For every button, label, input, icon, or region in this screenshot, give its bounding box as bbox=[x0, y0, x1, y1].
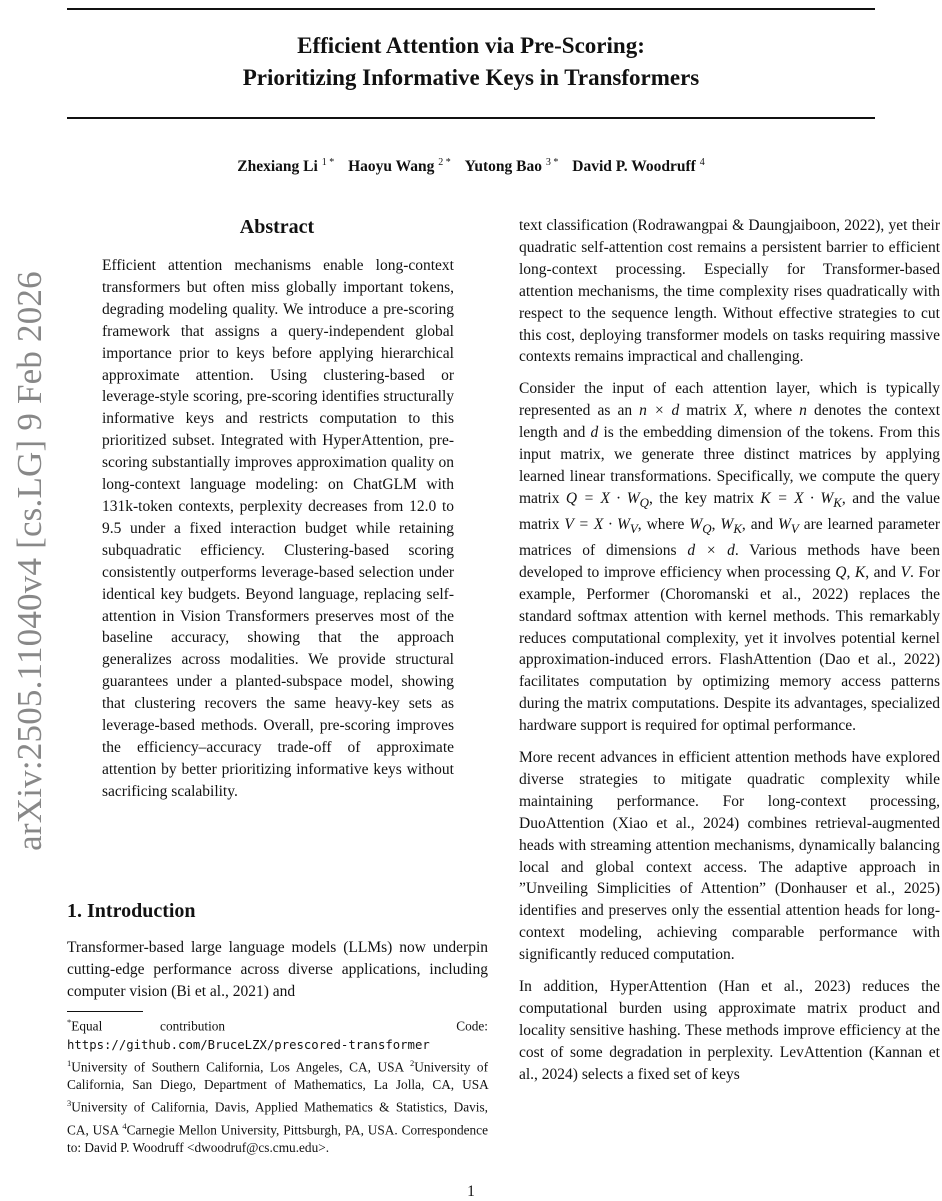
text-run: . Various methods have been developed to improve efficiency when processing bbox=[519, 541, 940, 581]
math-inline: W bbox=[778, 515, 791, 533]
math-inline: Q bbox=[835, 563, 847, 581]
math-inline: V = X · W bbox=[564, 515, 630, 533]
paper-title bbox=[67, 30, 875, 94]
text-run: are learned parameter matrices of dimensions bbox=[519, 515, 941, 559]
text-run: , and bbox=[865, 563, 897, 581]
affiliation-2: University of California, San Diego, Department of Mathematics, La Jolla, CA, USA bbox=[67, 1059, 488, 1093]
author-name: Zhexiang Li bbox=[237, 158, 318, 176]
title-line-2: Prioritizing Informative Keys in Transformers bbox=[242, 65, 700, 90]
author-name: Yutong Bao bbox=[464, 158, 542, 176]
math-subscript: V bbox=[629, 520, 638, 536]
math-inline: X bbox=[733, 402, 744, 420]
math-inline: n bbox=[799, 402, 807, 420]
text-run: is the embedding dimension of the tokens. From this input matrix, we generate three distinct matrices by applying learned linear transformations. Specifically, we compute the query matrix bbox=[519, 424, 940, 507]
math-subscript: K bbox=[733, 520, 742, 536]
arxiv-sidebar bbox=[4, 271, 56, 851]
footnote-mark: 2 bbox=[409, 1057, 415, 1068]
title-line-1: Efficient Attention via Pre-Scoring: bbox=[297, 33, 645, 58]
paragraph bbox=[519, 378, 940, 737]
affiliation-1: University of Southern California, Los Angeles, CA, USA bbox=[71, 1059, 404, 1075]
author bbox=[348, 158, 451, 175]
text-run: , and bbox=[741, 515, 774, 533]
text-run: . For example, Performer (Choromanski et al., 2022) replaces the standard softmax attention with kernel methods. This remarkably reduces computational complexity, yet it involves potential kernel approximation-induced errors. FlashAttention (Dao et al., 2022) facilitates computation by optimizing memory access patterns during the matrix computations. Despite its advantages, specialized hardware support is required for optimal performance. bbox=[519, 563, 940, 735]
footnote-rule bbox=[67, 1011, 143, 1012]
math-subscript: Q bbox=[639, 494, 649, 510]
correspondence-note: Correspondence to: David P. Woodruff <dwoodruf@cs.cmu.edu>. bbox=[67, 1122, 488, 1156]
math-inline: d × d bbox=[687, 541, 735, 559]
page-number: 1 bbox=[467, 1183, 475, 1200]
author bbox=[465, 158, 559, 175]
code-link[interactable]: https://github.com/BruceLZX/prescored-transformer bbox=[67, 1037, 430, 1052]
footnote bbox=[67, 1013, 488, 1157]
right-column bbox=[519, 215, 940, 1096]
affiliation-4: Carnegie Mellon University, Pittsburgh, PA, USA. bbox=[126, 1122, 398, 1138]
author-affiliation-marks: 4 bbox=[699, 157, 705, 168]
text-run: , where bbox=[743, 402, 793, 420]
footnote-mark: 1 bbox=[67, 1057, 72, 1068]
paragraph: text classification (Rodrawangpai & Daungjaiboon, 2022), yet their quadratic self-attention cost remains a persistent barrier to efficient long-context processing. Especially for Transformer-based attention mechanisms, the time complexity rises quadratically with respect to the sequence length. Without effective strategies to cut this cost, deploying transformer models on tasks requiring massive contexts remains impractical and challenging. bbox=[519, 217, 940, 366]
math-inline: K bbox=[854, 563, 866, 581]
footnote-mark: * bbox=[67, 1017, 72, 1027]
math-inline: W bbox=[720, 515, 734, 533]
author-affiliation-marks: 2 * bbox=[438, 157, 451, 168]
introduction-text: Transformer-based large language models (LLMs) now underpin cutting-edge performance across diverse applications, including computer vision (Bi et al., 2021) and bbox=[67, 939, 488, 1000]
arxiv-identifier: arXiv:2505.11040v4 [cs.LG] 9 Feb 2026 bbox=[10, 271, 49, 851]
author-name: Haoyu Wang bbox=[348, 158, 435, 176]
author bbox=[237, 158, 334, 175]
author-affiliation-marks: 1 * bbox=[321, 157, 335, 168]
math-inline: d bbox=[590, 424, 599, 442]
text-run: , bbox=[846, 563, 851, 581]
author-list bbox=[67, 157, 875, 176]
code-label: Code: bbox=[456, 1018, 488, 1034]
author-name: David P. Woodruff bbox=[572, 158, 696, 176]
text-run: denotes the context length and bbox=[519, 402, 941, 442]
text-run: , the key matrix bbox=[648, 489, 754, 507]
math-subscript: K bbox=[833, 494, 842, 510]
text-run: matrix bbox=[686, 402, 727, 420]
math-subscript: V bbox=[790, 520, 799, 536]
equal-contribution-note: Equal contribution bbox=[71, 1018, 226, 1034]
text-run: , where bbox=[637, 515, 685, 533]
math-inline: W bbox=[689, 515, 703, 533]
top-rule bbox=[67, 8, 875, 10]
math-inline: n × d bbox=[639, 402, 680, 420]
text-run: , bbox=[711, 515, 716, 533]
introduction-heading: 1. Introduction bbox=[67, 900, 196, 922]
title-rule bbox=[67, 117, 875, 119]
footnote-mark: 3 bbox=[67, 1098, 72, 1109]
affiliation-3: University of California, Davis, Applied Mathematics & Statistics, Davis, CA, USA bbox=[67, 1099, 488, 1138]
footnote-mark: 4 bbox=[122, 1120, 127, 1131]
paragraph: In addition, HyperAttention (Han et al., 2023) reduces the computational burden using approximate matrix product and locality sensitive hashing. These methods improve efficiency at the cost of some degradation in perplexity. LevAttention (Kannan et al., 2024) selects a fixed set of keys bbox=[519, 978, 940, 1083]
math-inline: K = X · W bbox=[760, 489, 834, 507]
abstract-text: Efficient attention mechanisms enable long-context transformers but often miss globally important tokens, degrading modeling quality. We introduce a pre-scoring framework that assigns a query-independent global importance prior to keys before applying hierarchical approximate attention. Using clustering-based or leverage-style scoring, pre-scoring identifies structurally informative keys and restricts computation to this prioritized subset. Integrated with HyperAttention, pre-scoring substantially improves approximation quality on long-context language modeling: on ChatGLM with 131k-token contexts, perplexity decreases from 12.0 to 9.5 under a fixed interaction budget while retaining subquadratic efficiency. Clustering-based scoring consistently outperforms leverage-based selection under identical key budgets. Beyond language, replacing self-attention in Vision Transformers preserves most of the baseline accuracy, showing that the approach generalizes across modalities. We provide structural guarantees under a planted-subspace model, showing that clustering recovers the same heavy-key sets as leverage-based methods. Overall, pre-scoring improves the efficiency–accuracy trade-off of approximate attention by better prioritizing informative keys without sacrificing scalability. bbox=[102, 257, 454, 800]
math-inline: V bbox=[900, 563, 911, 581]
text-run: , and the value matrix bbox=[519, 489, 940, 533]
text-run: Consider the input of each attention layer, which is typically represented as an bbox=[519, 380, 940, 420]
paragraph: More recent advances in efficient attention methods have explored diverse strategies to mitigate quadratic complexity while maintaining performance. For long-context processing, DuoAttention (Xiao et al., 2024) combines retrieval-augmented heads with streaming attention mechanisms, dynamically balancing local and global context access. The adaptive approach in ”Unveiling Simplicities of Attention” (Donhauser et al., 2025) identifies and preserves only the essential attention heads for long-context modeling, achieving comparable performance with significantly reduced computation. bbox=[519, 749, 940, 964]
math-inline: Q = X · W bbox=[565, 489, 640, 507]
author-affiliation-marks: 3 * bbox=[545, 157, 559, 168]
author bbox=[572, 158, 704, 175]
abstract-heading: Abstract bbox=[239, 216, 315, 238]
math-subscript: Q bbox=[702, 520, 712, 536]
